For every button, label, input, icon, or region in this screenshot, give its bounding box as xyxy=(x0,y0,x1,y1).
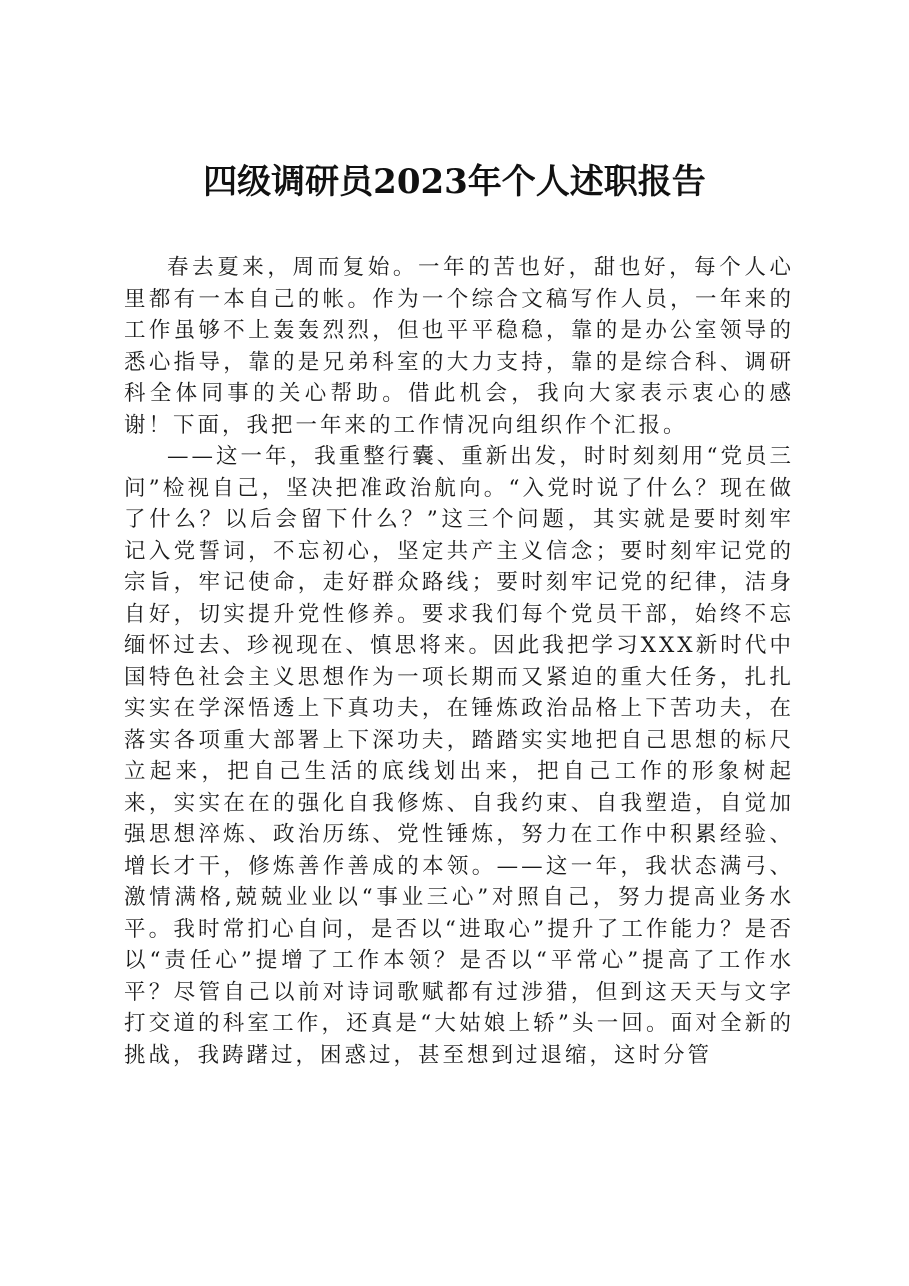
document-title: 四级调研员2023年个人述职报告 xyxy=(203,162,706,202)
paragraph-main: ——这一年，我重整行囊、重新出发，时时刻刻用“党员三问”检视自己，坚决把准政治航向。“入党时说了什么？现在做了什么？以后会留下什么？”这三个问题，其实就是要时刻牢记入党誓词，不忘初心，坚定共产主义信念；要时刻牢记党的宗旨，牢记使命，走好群众路线；要时刻牢记党的纪律，洁身自好，切实提升党性修养。要求我们每个党员干部，始终不忘缅怀过去、珍视现在、慎思将来。因此我把学习XXX新时代中国特色社会主义思想作为一项长期而又紧迫的重大任务，扎扎实实在学深悟透上下真功夫，在锤炼政治品格上下苦功夫，在落实各项重大部署上下深功夫，踏踏实实地把自己思想的标尺立起来，把自己生活的底线划出来，把自己工作的形象树起来，实实在在的强化自我修炼、自我约束、自我塑造，自觉加强思想淬炼、政治历练、党性锤炼，努力在工作中积累经验、增长才干，修炼善作善成的本领。——这一年，我状态满弓、激情满格,兢兢业业以“事业三心”对照自己，努力提高业务水平。我时常扪心自问，是否以“进取心”提升了工作能力？是否以“责任心”提增了工作本领？是否以“平常心”提高了工作水平？尽管自己以前对诗词歌赋都有过涉猎，但到这天天与文字打交道的科室工作，还真是“大姑娘上轿”头一回。面对全新的挑战，我踌躇过，困惑过，甚至想到过退缩，这时分管 xyxy=(124,444,794,1068)
paragraph-intro: 春去夏来，周而复始。一年的苦也好，甜也好，每个人心里都有一本自己的帐。作为一个综合文稿写作人员，一年来的工作虽够不上轰轰烈烈，但也平平稳稳，靠的是办公室领导的悉心指导，靠的是兄弟科室的大力支持，靠的是综合科、调研科全体同事的关心帮助。借此机会，我向大家表示衷心的感谢！下面，我把一年来的工作情况向组织作个汇报。 xyxy=(124,255,794,438)
document-body xyxy=(124,252,794,1071)
